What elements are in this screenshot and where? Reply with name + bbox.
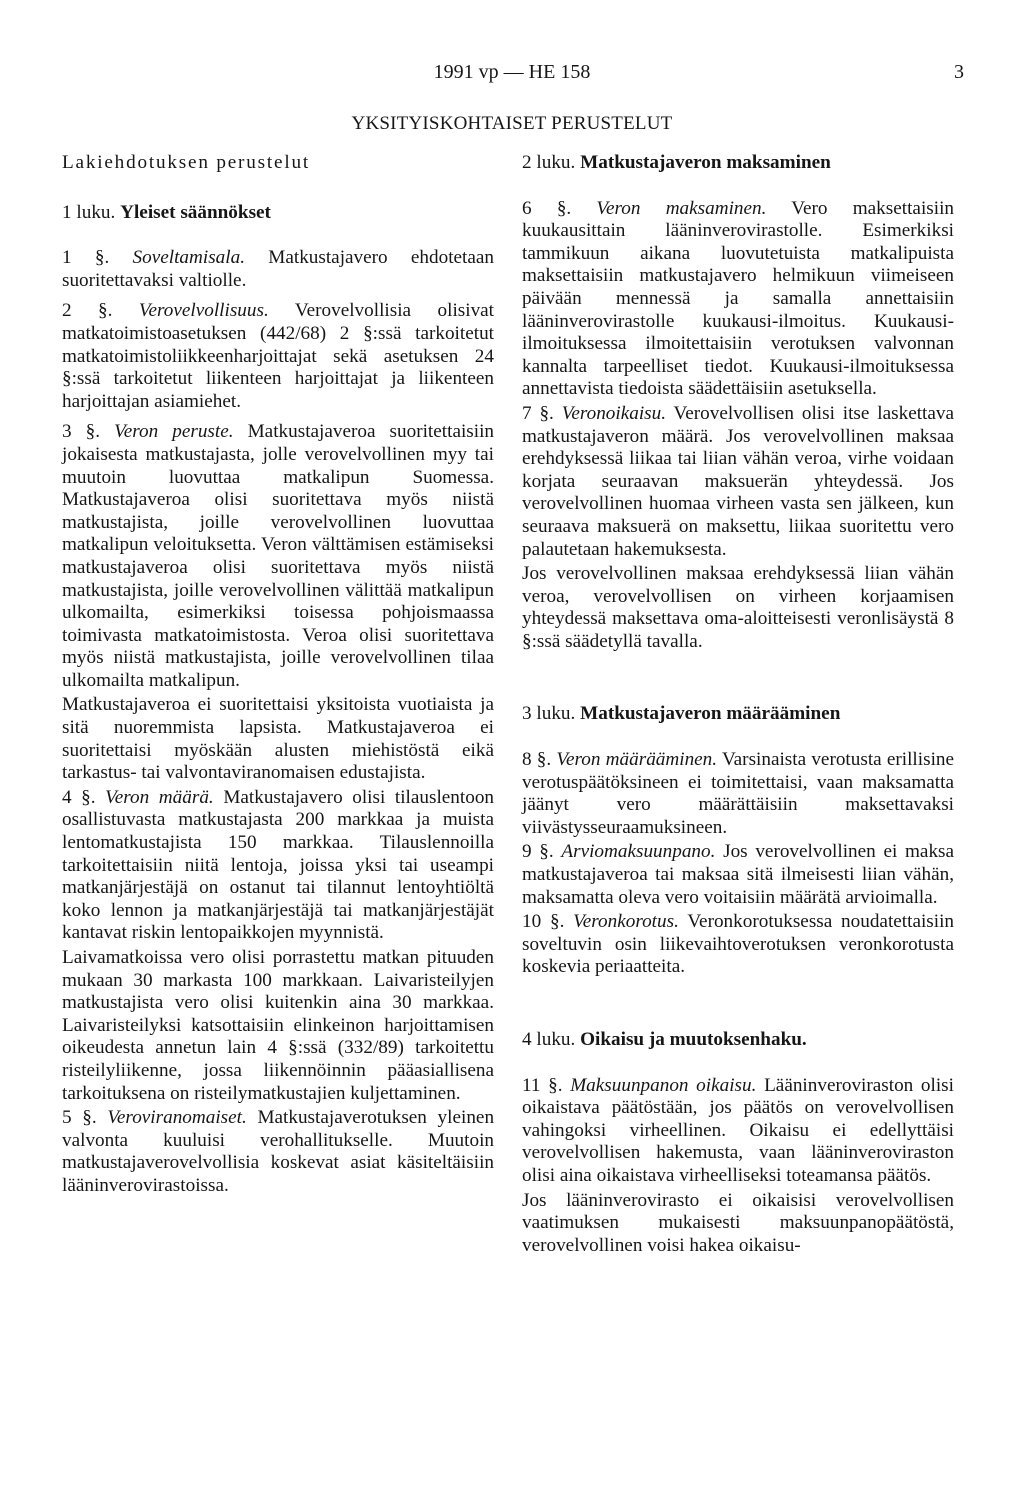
chapter-number: 4 luku.: [522, 1029, 576, 1050]
section-text: Lääninveroviraston olisi oikaistava päätöstään, jos päätös on verovelvollisen vahingoksi virheellinen. Oikaisu ei edellyttäisi verovelvollisen hakemusta, vaan lääninveroviraston olisi aina oikaistava virheelliseksi toteamansa päätös.: [522, 1074, 954, 1186]
section-label: 9 §.: [522, 841, 554, 863]
section-paragraph: [62, 247, 494, 292]
chapter-heading: [522, 1029, 954, 1052]
section-title: Maksuunpanon oikaisu.: [570, 1074, 757, 1096]
section-text: Veronkorotuksessa noudatettaisiin soveltuvin osin liikevaihtoverotuksen veronkorotusta koskevia periaatteita.: [522, 911, 955, 978]
chapter-number: 3 luku.: [522, 703, 576, 725]
section-label: 6 §.: [522, 197, 572, 219]
section-label: 5 §.: [62, 1107, 97, 1129]
section-paragraph: [62, 421, 494, 692]
section-text: Verovelvollisia olisivat matkatoimistoasetuksen (442/68) 2 §:ssä tarkoitetut matkatoimistoliikkeenharjoittajat sekä asetuksen 24 §:ssä tarkoitetut liikenteen harjoittajat ja liikenteen harjoittajan asiamiehet.: [62, 300, 495, 412]
section-paragraph: [62, 787, 494, 945]
section-title: Veronkorotus.: [573, 911, 679, 933]
section-text: Jos verovelvollinen ei maksa matkustajaveroa tai maksaa sitä ilmeisesti liian vähän, maksamatta oleva vero voitaisiin määrätä arvioimalla.: [522, 841, 955, 908]
section-paragraph: [522, 1075, 954, 1188]
section-label: 4 §.: [62, 786, 96, 808]
chapter-heading: [522, 152, 954, 175]
section-text: Verovelvollisen olisi itse laskettava matkustajaveron määrä. Jos verovelvollinen maksaa erehdyksessä liikaa tai liian vähän veroa, virhe voidaan korjata seuraavan maksuerän yhteydessä. Jos verovelvollinen huomaa virheen vasta sen jälkeen, kun seuraava maksuerä on maksettu, liikaa suoritettu vero palautetaan hakemuksesta.: [522, 402, 955, 560]
chapter-name: Oikaisu ja muutoksenhaku.: [580, 1029, 807, 1050]
section-label: 2 §.: [62, 300, 113, 322]
section-paragraph: [522, 749, 954, 839]
section-title: Veron määrääminen.: [556, 749, 718, 771]
chapter-name: Matkustajaveron maksaminen: [580, 152, 831, 173]
chapter-name: Yleiset säännökset: [120, 201, 271, 223]
page-number: 3: [954, 61, 964, 83]
lead-title: Lakiehdotuksen perustelut: [62, 152, 311, 173]
paragraph: Jos verovelvollinen maksaa erehdyksessä liian vähän veroa, verovelvollisen on virheen korjaamisen yhteydessä maksettava oma-aloitteisesti veronlisäystä 8 §:ssä säädetyllä tavalla.: [522, 563, 954, 652]
section-text: Matkustajavero olisi tilauslentoon osallistuvasta matkustajasta 200 markkaa ja muista lentomatkustajista 150 markkaa. Tilauslennoilla tarkoitettaisiin niitä lentoja, joissa yksi tai useampi matkanjärjestäjä on ostanut tai tilannut lentoyhtiöltä koko lennon ja matkanjärjestäjä tai matkanjärjestäjät kantavat riskin lentopaikkojen myynnistä.: [62, 786, 495, 944]
section-text: Matkustajavero ehdotetaan suoritettavaksi valtiolle.: [62, 247, 495, 291]
paragraph: Matkustajaveroa ei suoritettaisi yksitoista vuotiaista ja sitä nuoremmista lapsista. Matkustajaveroa ei suoritettaisi myöskään alusten miehistöstä eikä tarkastus- tai valvontaviranomaisen edustajista.: [62, 694, 494, 784]
section-paragraph: [62, 300, 494, 413]
chapter-name: Matkustajaveron määrääminen: [580, 703, 841, 725]
section-heading: YKSITYISKOHTAISET PERUSTELUT: [351, 113, 673, 134]
section-label: 7 §.: [522, 402, 554, 424]
section-paragraph: [62, 1107, 494, 1197]
paragraph: Jos lääninverovirasto ei oikaisisi verovelvollisen vaatimuksen mukaisesti maksuunpanopäätöstä, verovelvollinen voisi hakea oikaisu-: [522, 1189, 954, 1256]
section-title: Veron peruste.: [114, 421, 234, 443]
section-text: Matkustajaveroa suoritettaisiin jokaisesta matkustajasta, jolle verovelvollinen myy tai muutoin luovuttaa matkalipun Suomessa. Matkustajaveroa olisi suoritettava myös niistä matkustajista, joille verovelvollinen luovuttaa matkalipun veloituksetta. Veron välttämisen estämiseksi matkustajaveroa olisi suoritettava myös niistä matkustajista, joille verovelvollinen välittää matkalipun ulkomailta, esimerkiksi toisessa pohjoismaassa toimivasta matkatoimistosta. Veroa olisi suoritettava myös niistä matkustajista, joille verovelvollinen tilaa ulkomailta matkalipun.: [62, 421, 495, 691]
section-title: Veron maksaminen.: [596, 197, 767, 219]
section-title: Verovelvollisuus.: [138, 300, 269, 322]
section-text: Vero maksettaisiin kuukausittain lääninverovirastolle. Esimerkiksi tammikuun aikana luovutetuista matkalipuista maksettaisiin matkustajavero helmikuun viimeiseen päivään mennessä ja samalla annettaisiin lääninverovirastolle kuukausi-ilmoitus. Kuukausi-ilmoituksessa ilmoitettaisiin verotuksen valvonnan kannalta tarpeelliset tiedot. Kuukausi-ilmoituksessa annettavista tiedoista säädettäisiin asetuksella.: [522, 197, 954, 400]
section-paragraph: [522, 841, 954, 909]
chapter-heading: [522, 703, 954, 726]
right-column: [522, 152, 954, 1259]
section-text: Varsinaista verotusta erillisine verotuspäätöksineen ei toimitettaisi, vaan maksamatta jäänyt vero määrättäisiin maksettavaksi viivästysseuraamuksineen.: [522, 749, 955, 838]
section-title: Veron määrä.: [105, 786, 214, 808]
section-label: 8 §.: [522, 749, 552, 771]
section-label: 1 §.: [62, 247, 110, 269]
running-title: 1991 vp — HE 158: [433, 61, 591, 83]
section-title: Veronoikaisu.: [561, 402, 667, 424]
section-paragraph: [522, 911, 954, 979]
section-title: Arviomaksuunpano.: [561, 841, 716, 863]
section-label: 11 §.: [522, 1074, 563, 1096]
section-paragraph: [522, 403, 954, 561]
section-title: Soveltamisala.: [132, 247, 245, 269]
chapter-number: 2 luku.: [522, 152, 576, 173]
running-header: [0, 58, 1024, 86]
chapter-number: 1 luku.: [62, 201, 116, 223]
paragraph: Laivamatkoissa vero olisi porrastettu matkan pituuden mukaan 30 markasta 100 markkaan. Laivaristeilyjen matkustajista vero olisi kuitenkin aina 30 markkaa. Laivaristeilyksi katsottaisiin elinkeinon harjoittamisen oikeudesta annetun lain 4 §:ssä (332/89) tarkoitettu risteilyliikenne, jossa liikennöinnin pääasiallisena tarkoituksena on risteilymatkustajien kuljettaminen.: [62, 947, 494, 1104]
section-text: Matkustajaverotuksen yleinen valvonta kuuluisi verohallitukselle. Muutoin matkustajaverovelvollisia koskevat asiat käsiteltäisiin lääninverovirastoissa.: [62, 1107, 495, 1196]
left-column: [62, 152, 494, 1200]
chapter-heading: [62, 202, 494, 225]
section-label: 10 §.: [522, 911, 565, 933]
section-paragraph: [522, 198, 954, 401]
section-title: Veroviranomaiset.: [107, 1107, 247, 1129]
section-label: 3 §.: [62, 421, 101, 443]
